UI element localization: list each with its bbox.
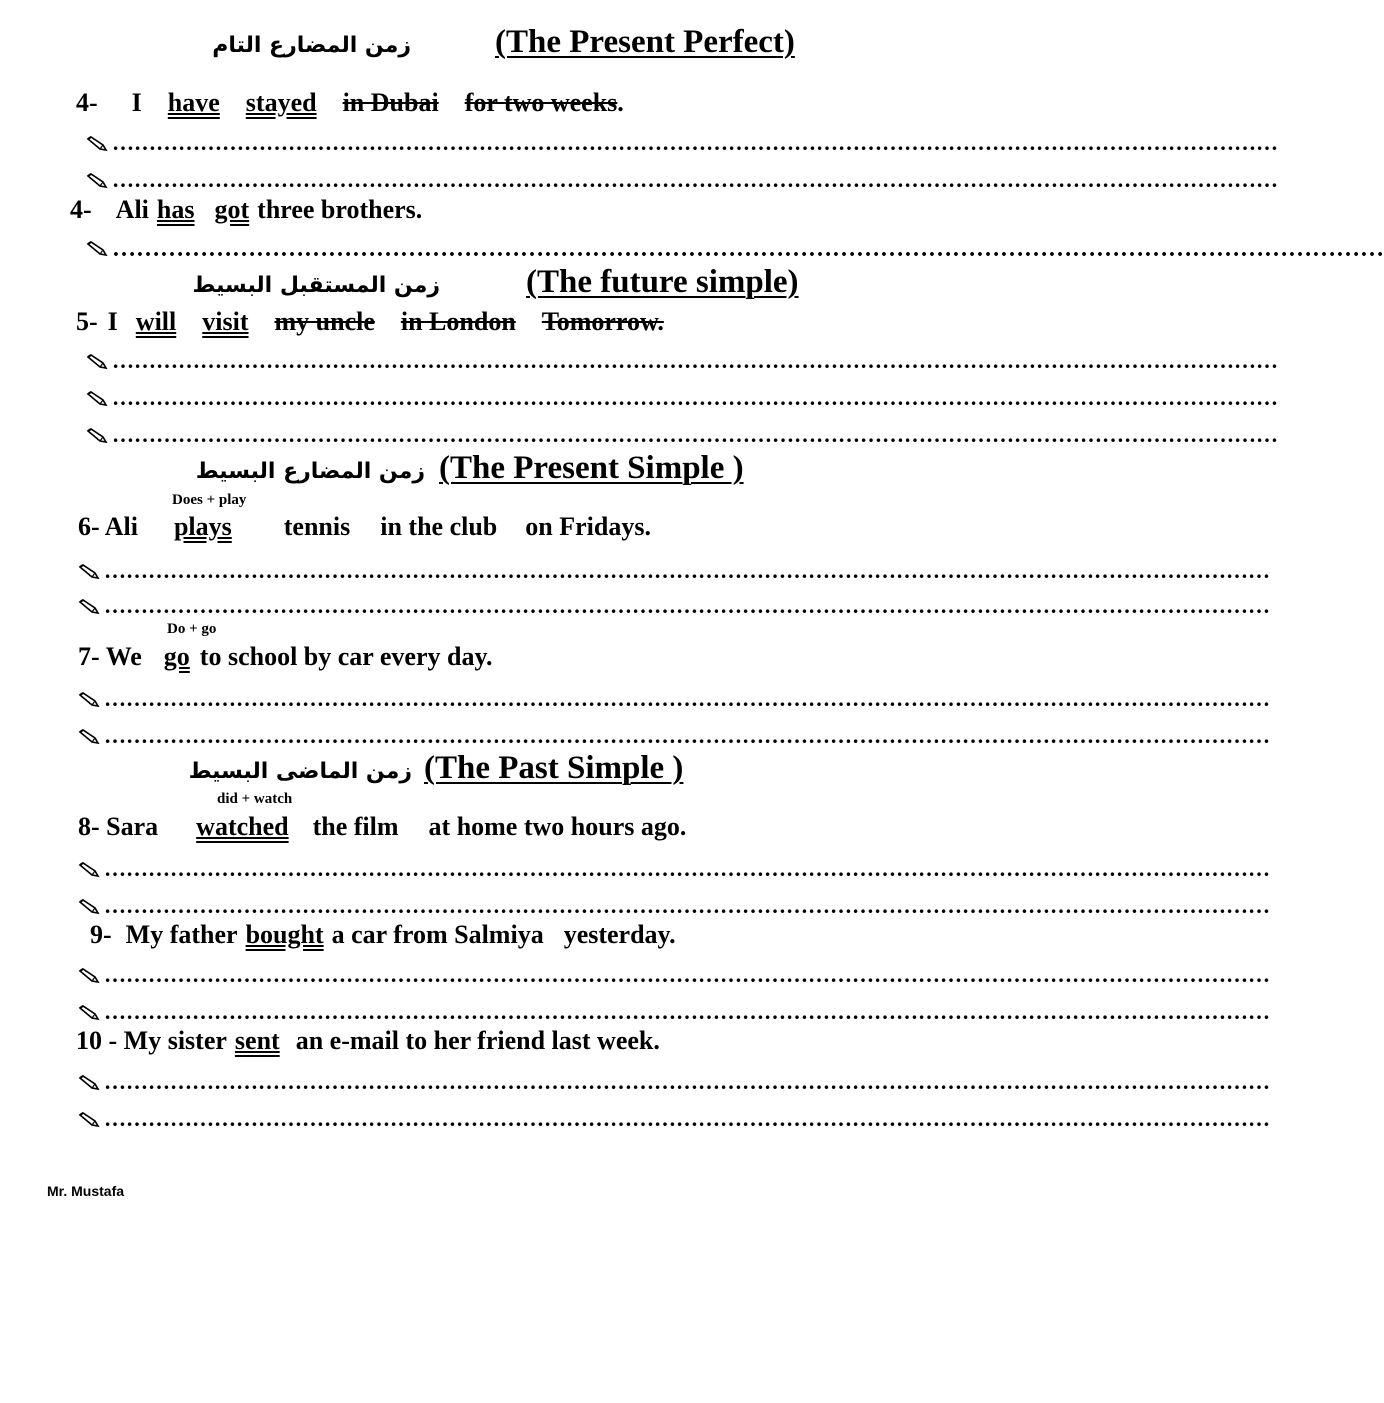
sentence-q5: [78, 642, 519, 672]
word: My father: [125, 920, 238, 949]
pencil-icon: [78, 563, 104, 583]
answer-line: ……………………………………………………………………………………………………………………………………………: [86, 130, 931, 156]
section-title-arabic: زمن المضارع التام: [212, 33, 411, 58]
section-title-past-simple: [180, 750, 710, 787]
sentence-q1: [76, 88, 650, 118]
pencil-icon: [78, 1111, 104, 1131]
pencil-icon: [78, 861, 104, 881]
section-title-english: (The Present Simple ): [439, 450, 744, 486]
section-title-arabic: زمن الماضى البسيط: [188, 759, 412, 784]
struck-word: Tomorrow.: [541, 307, 664, 336]
answer-line: ……………………………………………………………………………………………………………………………………………: [78, 723, 936, 749]
punctuation: .: [617, 88, 624, 117]
underlined-word: plays: [173, 512, 232, 541]
word: at home two hours ago.: [428, 812, 687, 841]
sentence-q7: [90, 920, 702, 950]
pencil-icon: [86, 135, 112, 155]
word: I: [131, 88, 142, 117]
section-title-english: (The future simple): [526, 264, 799, 300]
pencil-icon: [86, 390, 112, 410]
underlined-word: will: [135, 307, 177, 336]
word: I: [107, 307, 118, 336]
sentence-q6: [78, 812, 712, 842]
word: tennis: [283, 512, 351, 541]
verb-hint: Does + play: [172, 492, 247, 508]
sentence-q4: [78, 512, 677, 542]
word: yesterday.: [563, 920, 676, 949]
section-title-arabic: زمن المستقبل البسيط: [192, 273, 440, 298]
sentence-number: 7- We: [78, 642, 142, 671]
section-title-english: (The Past Simple ): [424, 750, 684, 786]
sentence-q3: [76, 307, 690, 337]
sentence-number: 5-: [76, 307, 98, 336]
answer-line: ……………………………………………………………………………………………………………………………………………: [86, 422, 914, 448]
word: on Fridays.: [525, 512, 651, 541]
underlined-word: has: [156, 195, 195, 224]
sentence-q2: [70, 195, 448, 225]
word: three brothers.: [257, 195, 423, 224]
pencil-icon: [86, 427, 112, 447]
pencil-icon: [86, 172, 112, 192]
pencil-icon: [86, 240, 112, 260]
underlined-word: stayed: [245, 88, 317, 117]
answer-line: ……………………………………………………………………………………………………………………………………………: [78, 962, 948, 988]
sentence-number: 10 - My sister: [76, 1026, 227, 1055]
answer-line: ……………………………………………………………………………………………………………………………………………: [78, 1069, 948, 1095]
struck-word: for two weeks: [464, 88, 618, 117]
answer-line: ……………………………………………………………………………………………………………………………………………: [86, 236, 916, 263]
word: a car from Salmiya: [331, 920, 544, 949]
underlined-word: go: [163, 642, 190, 671]
sentence-number: 9-: [90, 920, 112, 949]
answer-line: ……………………………………………………………………………………………………………………………………………: [86, 385, 914, 411]
sentence-number: 6- Ali: [78, 512, 138, 541]
word: to school by car every day.: [199, 642, 493, 671]
sentence-number: 4-: [70, 195, 92, 224]
section-title-english: (The Present Perfect): [495, 24, 795, 60]
pencil-icon: [78, 728, 104, 748]
section-title-present-perfect: [186, 24, 816, 61]
section-title-present-simple: [180, 450, 770, 487]
underlined-word: visit: [202, 307, 249, 336]
pencil-icon: [78, 898, 104, 918]
pencil-icon: [86, 353, 112, 373]
answer-line: ……………………………………………………………………………………………………………………………………………: [86, 167, 931, 193]
answer-line: ……………………………………………………………………………………………………………………………………………: [78, 856, 948, 882]
underlined-word: got: [214, 195, 250, 224]
author-footer: Mr. Mustafa: [47, 1183, 125, 1199]
answer-line: ……………………………………………………………………………………………………………………………………………: [78, 999, 954, 1025]
underlined-word: sent: [234, 1026, 280, 1055]
sentence-number: 8- Sara: [78, 812, 159, 841]
answer-line: ……………………………………………………………………………………………………………………………………………: [78, 593, 932, 619]
struck-word: in London: [400, 307, 516, 336]
sentence-number: 4-: [76, 88, 98, 117]
verb-hint: Do + go: [167, 621, 217, 637]
struck-word: in Dubai: [342, 88, 439, 117]
answer-line: ……………………………………………………………………………………………………………………………………………: [78, 558, 954, 584]
underlined-word: have: [167, 88, 220, 117]
word: Ali: [115, 195, 149, 224]
pencil-icon: [78, 967, 104, 987]
answer-line: ……………………………………………………………………………………………………………………………………………: [86, 348, 914, 374]
word: the film: [312, 812, 399, 841]
underlined-word: bought: [245, 920, 324, 949]
section-title-future-simple: [192, 264, 820, 301]
sentence-q8: [76, 1026, 686, 1056]
section-title-arabic: زمن المضارع البسيط: [195, 459, 425, 484]
pencil-icon: [78, 1004, 104, 1024]
pencil-icon: [78, 1074, 104, 1094]
struck-word: my uncle: [274, 307, 375, 336]
word: in the club: [380, 512, 498, 541]
pencil-icon: [78, 598, 104, 618]
verb-hint: did + watch: [217, 791, 293, 807]
answer-line: ……………………………………………………………………………………………………………………………………………: [78, 1106, 948, 1132]
answer-line: ……………………………………………………………………………………………………………………………………………: [78, 893, 954, 919]
word: an e-mail to her friend last week.: [295, 1026, 660, 1055]
answer-line: ……………………………………………………………………………………………………………………………………………: [78, 686, 948, 712]
pencil-icon: [78, 691, 104, 711]
underlined-word: watched: [196, 812, 289, 841]
